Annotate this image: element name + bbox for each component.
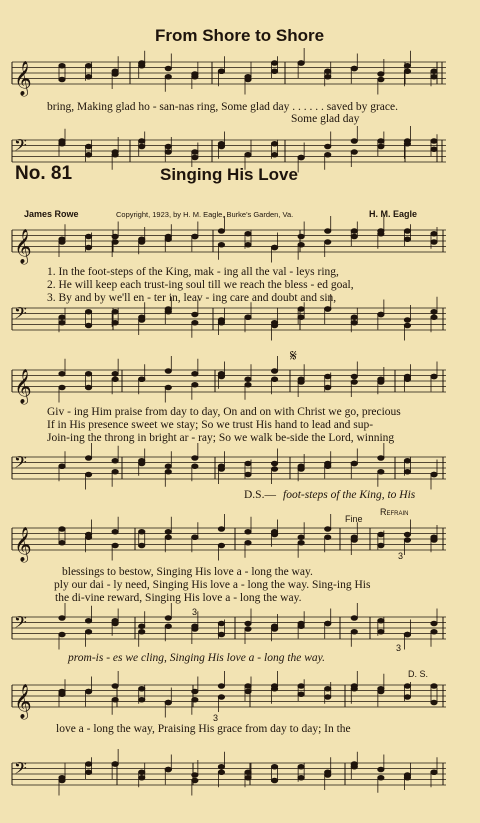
note-head bbox=[112, 762, 118, 767]
note-head bbox=[59, 63, 65, 68]
triplet-mark: 3 bbox=[396, 643, 402, 653]
refrain-mark: Refrain bbox=[380, 507, 409, 517]
note-head bbox=[139, 144, 145, 149]
note-head bbox=[112, 543, 118, 548]
note-head bbox=[192, 697, 198, 702]
note-head bbox=[325, 240, 331, 245]
verse-line: 3. By and by we'll en - ter in, leav - ing care and doubt and sin, bbox=[47, 292, 337, 304]
note-head bbox=[325, 621, 331, 626]
note-head bbox=[139, 377, 145, 382]
note-head bbox=[351, 461, 357, 466]
note-head bbox=[59, 385, 65, 390]
note-head bbox=[378, 469, 384, 474]
note-head bbox=[85, 144, 91, 149]
note-head bbox=[218, 543, 224, 548]
note-head bbox=[404, 538, 410, 543]
note-head bbox=[298, 464, 304, 469]
note-head bbox=[59, 320, 65, 325]
note-head bbox=[431, 240, 437, 245]
note-head bbox=[85, 689, 91, 694]
note-head bbox=[378, 618, 384, 623]
note-head bbox=[192, 456, 198, 461]
note-head bbox=[192, 155, 198, 160]
note-head bbox=[404, 469, 410, 474]
note-head bbox=[351, 616, 357, 621]
note-head bbox=[59, 240, 65, 245]
staff bbox=[12, 308, 446, 330]
note-head bbox=[431, 231, 437, 236]
note-head bbox=[378, 77, 384, 82]
note-head bbox=[271, 461, 277, 466]
bass-clef-icon: 𝄢 bbox=[14, 135, 27, 159]
note-head bbox=[431, 374, 437, 379]
note-head bbox=[298, 535, 304, 540]
note-head bbox=[431, 700, 437, 705]
note-head bbox=[351, 150, 357, 155]
verse-line: 2. He will keep each trust-ing soul till we reach the bless - ed goal, bbox=[47, 279, 354, 291]
note-head bbox=[378, 72, 384, 77]
note-head bbox=[271, 377, 277, 382]
note-head bbox=[192, 382, 198, 387]
note-head bbox=[325, 74, 331, 79]
note-head bbox=[112, 371, 118, 376]
note-head bbox=[112, 697, 118, 702]
note-head bbox=[85, 629, 91, 634]
note-head bbox=[85, 385, 91, 390]
note-head bbox=[245, 242, 251, 247]
note-head bbox=[245, 377, 251, 382]
note-head bbox=[245, 770, 251, 775]
note-head bbox=[351, 762, 357, 767]
note-head bbox=[218, 621, 224, 626]
verse-line: 1. In the foot-steps of the King, mak - ing all the val - leys ring, bbox=[47, 266, 339, 278]
note-head bbox=[218, 371, 224, 376]
note-head bbox=[271, 152, 277, 157]
note-head bbox=[431, 139, 437, 144]
hymn-title: Singing His Love bbox=[160, 165, 298, 184]
note-head bbox=[378, 144, 384, 149]
note-head bbox=[85, 323, 91, 328]
note-head bbox=[298, 155, 304, 160]
note-head bbox=[298, 540, 304, 545]
note-head bbox=[139, 139, 145, 144]
ds-label: D.S.— bbox=[244, 489, 276, 501]
note-head bbox=[192, 535, 198, 540]
note-head bbox=[245, 152, 251, 157]
note-head bbox=[404, 684, 410, 689]
note-head bbox=[325, 461, 331, 466]
note-head bbox=[245, 689, 251, 694]
note-head bbox=[325, 686, 331, 691]
treble-clef-icon: 𝄞 bbox=[14, 61, 32, 96]
note-head bbox=[245, 529, 251, 534]
note-head bbox=[85, 234, 91, 239]
note-head bbox=[112, 529, 118, 534]
note-head bbox=[351, 315, 357, 320]
note-head bbox=[139, 458, 145, 463]
note-head bbox=[404, 323, 410, 328]
top-hymn-echo: Some glad day bbox=[291, 113, 360, 125]
note-head bbox=[59, 616, 65, 621]
note-head bbox=[378, 689, 384, 694]
note-head bbox=[271, 778, 277, 783]
verse-line: Giv - ing Him praise from day to day, On and on with Christ we go, precious bbox=[47, 406, 401, 418]
note-head bbox=[59, 371, 65, 376]
note-head bbox=[59, 77, 65, 82]
note-head bbox=[271, 467, 277, 472]
note-head bbox=[404, 458, 410, 463]
note-head bbox=[378, 231, 384, 236]
note-head bbox=[431, 629, 437, 634]
note-head bbox=[165, 535, 171, 540]
note-head bbox=[85, 762, 91, 767]
top-hymn-title: From Shore to Shore bbox=[155, 26, 325, 45]
note-head bbox=[192, 689, 198, 694]
segno-icon: 𝄋 bbox=[290, 348, 297, 365]
note-head bbox=[165, 74, 171, 79]
note-head bbox=[218, 770, 224, 775]
ds-lyric: foot-steps of the King, to His bbox=[283, 489, 416, 501]
note-head bbox=[218, 69, 224, 74]
note-head bbox=[139, 543, 145, 548]
bass-echo-lyric: prom-is - es we cling, Singing His love a - long the way. bbox=[68, 652, 326, 664]
note-head bbox=[298, 775, 304, 780]
note-head bbox=[351, 380, 357, 385]
note-head bbox=[165, 624, 171, 629]
top-hymn-lyrics: bring, Making glad ho - san-nas ring, Some glad day . . . . . . saved by grace. bbox=[47, 101, 398, 113]
note-head bbox=[192, 773, 198, 778]
note-head bbox=[192, 627, 198, 632]
note-head bbox=[218, 141, 224, 146]
note-head bbox=[139, 529, 145, 534]
note-head bbox=[192, 464, 198, 469]
note-head bbox=[271, 369, 277, 374]
note-head bbox=[139, 686, 145, 691]
note-head bbox=[112, 618, 118, 623]
note-head bbox=[404, 63, 410, 68]
note-head bbox=[298, 307, 304, 312]
note-head bbox=[245, 627, 251, 632]
note-head bbox=[112, 72, 118, 77]
note-head bbox=[165, 307, 171, 312]
bass-clef-icon: 𝄢 bbox=[14, 303, 27, 327]
note-head bbox=[165, 369, 171, 374]
note-head bbox=[112, 469, 118, 474]
note-head bbox=[351, 234, 357, 239]
note-head bbox=[325, 773, 331, 778]
note-head bbox=[218, 242, 224, 247]
note-head bbox=[85, 74, 91, 79]
note-head bbox=[325, 229, 331, 234]
triplet-mark: 3 bbox=[192, 607, 198, 617]
note-head bbox=[139, 624, 145, 629]
bass-clef-icon: 𝄢 bbox=[14, 452, 27, 476]
note-head bbox=[271, 686, 277, 691]
note-head bbox=[298, 692, 304, 697]
note-head bbox=[298, 684, 304, 689]
hymn-number: No. 81 bbox=[15, 163, 73, 184]
note-head bbox=[298, 380, 304, 385]
note-head bbox=[112, 309, 118, 314]
note-head bbox=[404, 69, 410, 74]
note-head bbox=[59, 139, 65, 144]
fine-mark: Fine bbox=[345, 514, 363, 524]
treble-clef-icon: 𝄞 bbox=[14, 684, 32, 719]
note-head bbox=[325, 385, 331, 390]
note-head bbox=[431, 535, 437, 540]
bass-clef-icon: 𝄢 bbox=[14, 612, 27, 636]
note-head bbox=[192, 150, 198, 155]
note-head bbox=[271, 529, 277, 534]
note-head bbox=[112, 458, 118, 463]
note-head bbox=[59, 464, 65, 469]
note-head bbox=[165, 529, 171, 534]
ds-mark: D. S. bbox=[408, 669, 429, 679]
note-head bbox=[325, 144, 331, 149]
note-head bbox=[245, 472, 251, 477]
note-head bbox=[404, 632, 410, 637]
note-head bbox=[85, 245, 91, 250]
note-head bbox=[112, 684, 118, 689]
note-head bbox=[59, 632, 65, 637]
note-head bbox=[351, 139, 357, 144]
note-head bbox=[245, 540, 251, 545]
note-head bbox=[245, 775, 251, 780]
note-head bbox=[85, 152, 91, 157]
note-head bbox=[351, 229, 357, 234]
note-head bbox=[298, 242, 304, 247]
hymn-composer: H. M. Eagle bbox=[369, 209, 418, 219]
note-head bbox=[431, 309, 437, 314]
note-head bbox=[404, 374, 410, 379]
note-head bbox=[271, 245, 277, 250]
note-head bbox=[271, 624, 277, 629]
note-head bbox=[112, 377, 118, 382]
note-head bbox=[351, 320, 357, 325]
treble-clef-icon: 𝄞 bbox=[14, 369, 32, 404]
verse-line: If in His presence sweet we stay; So we trust His hand to lead and sup- bbox=[47, 419, 374, 431]
note-head bbox=[245, 77, 251, 82]
note-head bbox=[165, 464, 171, 469]
note-head bbox=[192, 778, 198, 783]
note-head bbox=[378, 775, 384, 780]
note-head bbox=[404, 141, 410, 146]
note-head bbox=[404, 695, 410, 700]
note-head bbox=[245, 621, 251, 626]
note-head bbox=[404, 532, 410, 537]
note-head bbox=[245, 382, 251, 387]
verse-line: blessings to bestow, Singing His love a - long the way. bbox=[62, 566, 313, 578]
note-head bbox=[59, 689, 65, 694]
note-head bbox=[112, 240, 118, 245]
note-head bbox=[139, 770, 145, 775]
note-head bbox=[431, 621, 437, 626]
note-head bbox=[404, 773, 410, 778]
note-head bbox=[378, 456, 384, 461]
note-head bbox=[85, 371, 91, 376]
note-head bbox=[404, 318, 410, 323]
note-head bbox=[165, 150, 171, 155]
note-head bbox=[139, 237, 145, 242]
note-head bbox=[325, 527, 331, 532]
note-head bbox=[218, 695, 224, 700]
treble-clef-icon: 𝄞 bbox=[14, 527, 32, 562]
note-head bbox=[218, 229, 224, 234]
note-head bbox=[139, 61, 145, 66]
note-head bbox=[325, 695, 331, 700]
verse-line: ply our dai - ly need, Singing His love a - long the way. Sing-ing His bbox=[54, 579, 371, 591]
note-head bbox=[192, 320, 198, 325]
note-head bbox=[431, 74, 437, 79]
triplet-mark: 3 bbox=[213, 713, 219, 723]
note-head bbox=[112, 152, 118, 157]
note-head bbox=[298, 234, 304, 239]
bass-clef-icon: 𝄢 bbox=[14, 758, 27, 782]
note-head bbox=[59, 315, 65, 320]
note-head bbox=[378, 139, 384, 144]
note-head bbox=[165, 700, 171, 705]
note-head bbox=[85, 535, 91, 540]
note-head bbox=[85, 472, 91, 477]
note-head bbox=[59, 540, 65, 545]
note-head bbox=[218, 318, 224, 323]
note-head bbox=[139, 697, 145, 702]
note-head bbox=[59, 527, 65, 532]
note-head bbox=[298, 61, 304, 66]
note-head bbox=[431, 69, 437, 74]
note-head bbox=[112, 320, 118, 325]
note-head bbox=[165, 66, 171, 71]
verse-line: love a - long the way, Praising His grace from day to day; In the bbox=[56, 723, 351, 735]
note-head bbox=[218, 632, 224, 637]
note-head bbox=[165, 469, 171, 474]
treble-clef-icon: 𝄞 bbox=[14, 229, 32, 264]
note-head bbox=[245, 315, 251, 320]
note-head bbox=[245, 684, 251, 689]
note-head bbox=[378, 629, 384, 634]
note-head bbox=[165, 616, 171, 621]
note-head bbox=[378, 377, 384, 382]
note-head bbox=[192, 371, 198, 376]
note-head bbox=[404, 237, 410, 242]
note-head bbox=[325, 374, 331, 379]
note-head bbox=[85, 309, 91, 314]
note-head bbox=[351, 686, 357, 691]
note-head bbox=[431, 147, 437, 152]
note-head bbox=[245, 231, 251, 236]
note-head bbox=[271, 323, 277, 328]
note-head bbox=[378, 767, 384, 772]
note-head bbox=[271, 764, 277, 769]
note-head bbox=[192, 72, 198, 77]
note-head bbox=[325, 69, 331, 74]
note-head bbox=[378, 312, 384, 317]
note-head bbox=[165, 767, 171, 772]
note-head bbox=[165, 234, 171, 239]
note-head bbox=[218, 684, 224, 689]
verse-line: Join-ing the throng in bright ar - ray; So we walk be-side the Lord, winning bbox=[47, 432, 395, 444]
note-head bbox=[139, 629, 145, 634]
note-head bbox=[378, 543, 384, 548]
note-head bbox=[165, 144, 171, 149]
note-head bbox=[192, 234, 198, 239]
note-head bbox=[404, 229, 410, 234]
note-head bbox=[431, 315, 437, 320]
note-head bbox=[59, 778, 65, 783]
note-head bbox=[218, 764, 224, 769]
note-head bbox=[85, 770, 91, 775]
note-head bbox=[271, 61, 277, 66]
note-head bbox=[271, 141, 277, 146]
note-head bbox=[218, 527, 224, 532]
hymn-copyright: Copyright, 1923, by H. M. Eagle, Burke's Garden, Va. bbox=[116, 210, 294, 219]
note-head bbox=[351, 66, 357, 71]
note-head bbox=[85, 63, 91, 68]
note-head bbox=[85, 618, 91, 623]
note-head bbox=[431, 472, 437, 477]
note-head bbox=[298, 315, 304, 320]
note-head bbox=[431, 684, 437, 689]
note-head bbox=[325, 307, 331, 312]
note-head bbox=[245, 461, 251, 466]
note-head bbox=[431, 770, 437, 775]
note-head bbox=[218, 467, 224, 472]
note-head bbox=[298, 764, 304, 769]
note-head bbox=[325, 535, 331, 540]
hymn-author: James Rowe bbox=[24, 209, 79, 219]
note-head bbox=[165, 385, 171, 390]
note-head bbox=[298, 621, 304, 626]
note-head bbox=[139, 318, 145, 323]
note-head bbox=[85, 456, 91, 461]
note-head bbox=[351, 538, 357, 543]
note-head bbox=[271, 69, 277, 74]
note-head bbox=[351, 374, 357, 379]
verse-line: the di-vine reward, Singing His love a - long the way. bbox=[55, 592, 302, 604]
note-head bbox=[112, 234, 118, 239]
triplet-mark: 3 bbox=[398, 551, 404, 561]
note-head bbox=[378, 532, 384, 537]
note-head bbox=[139, 775, 145, 780]
staff bbox=[12, 763, 446, 785]
note-head bbox=[325, 152, 331, 157]
note-head bbox=[192, 312, 198, 317]
note-head bbox=[351, 629, 357, 634]
